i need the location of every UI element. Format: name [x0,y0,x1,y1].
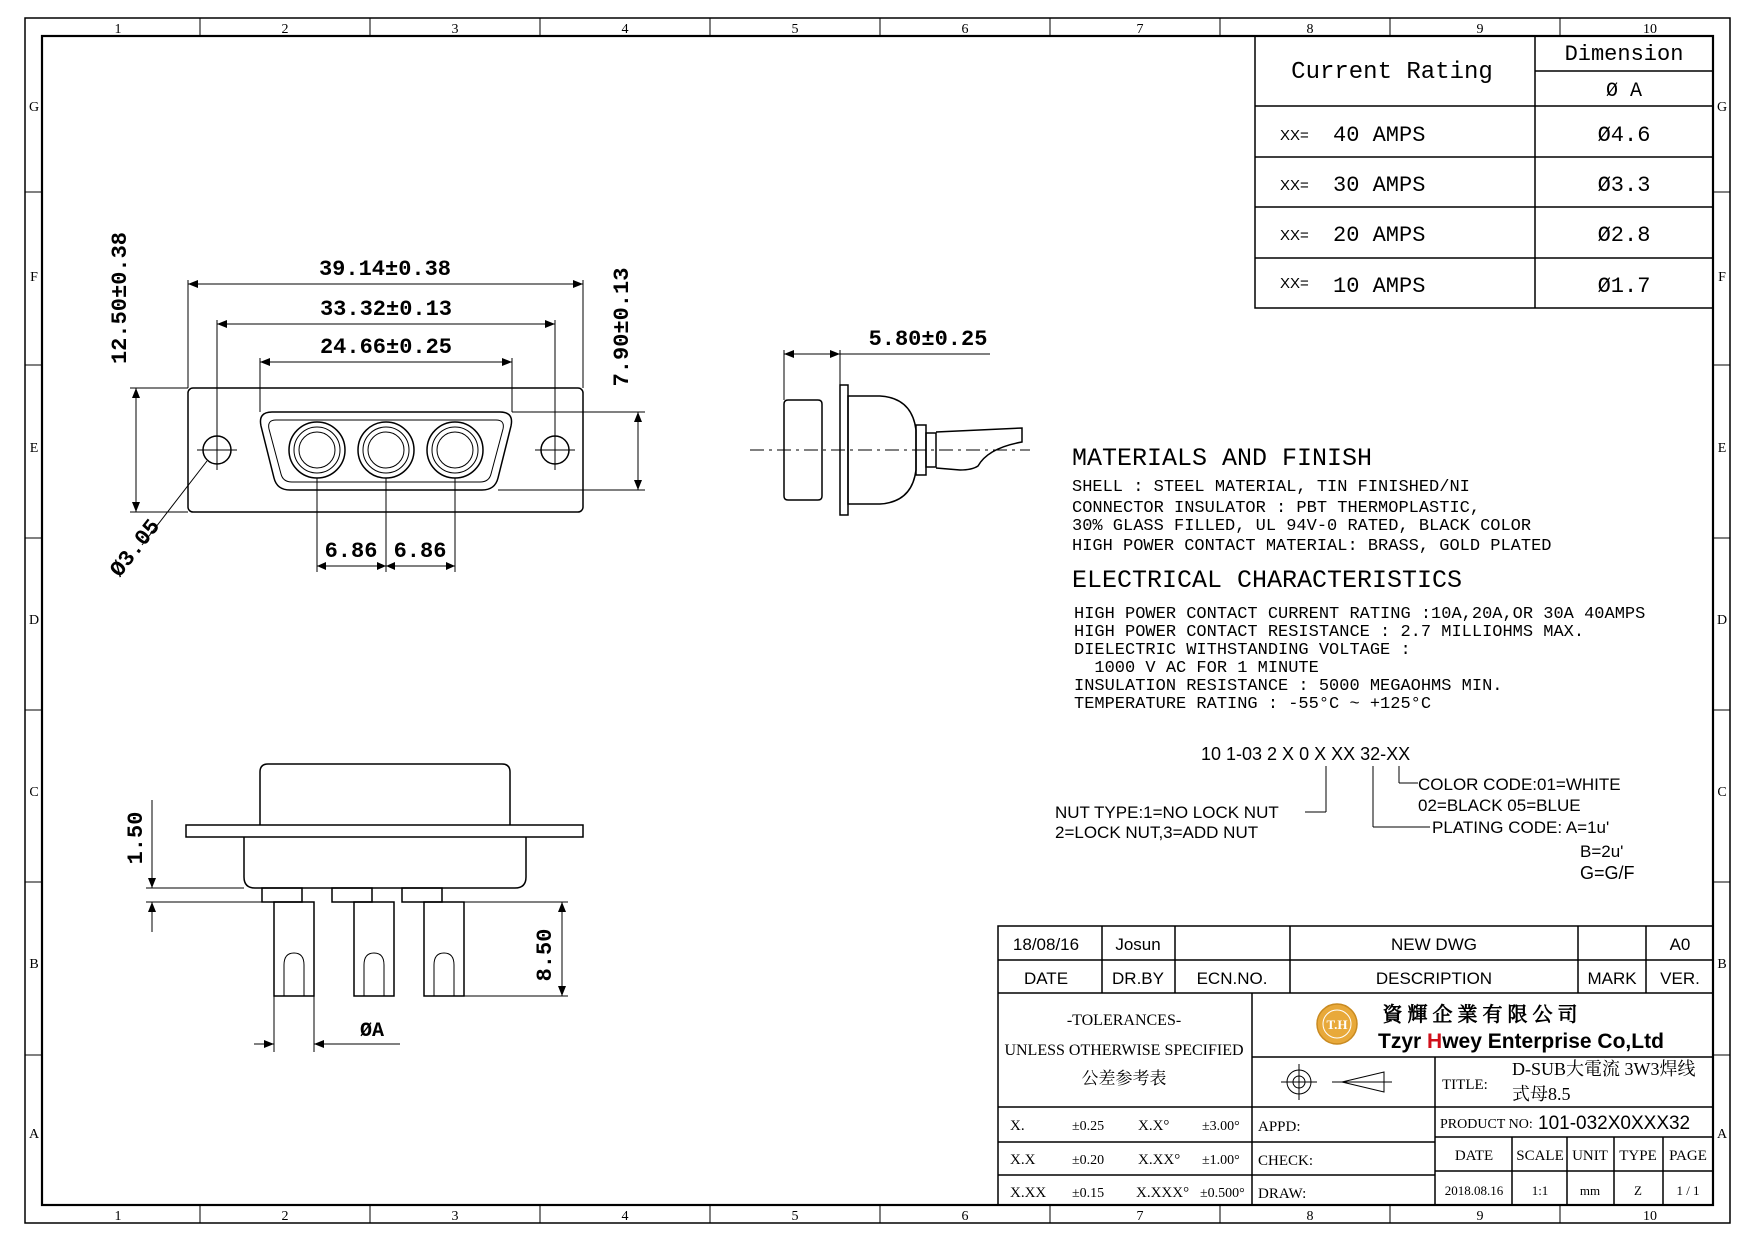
check-label: CHECK: [1258,1153,1314,1169]
col-label: 3 [451,22,459,37]
hdr-version: VER. [1660,969,1700,988]
electrical-line: HIGH POWER CONTACT CURRENT RATING :10A,20A,OR 30A 40AMPS [1074,605,1646,624]
rev-description: NEW DWG [1391,935,1477,954]
draw-label: DRAW: [1258,1186,1307,1202]
pin-1 [274,902,314,996]
electrical-characteristics [1072,566,1645,714]
materials-line: 30% GLASS FILLED, UL 94V-0 RATED, BLACK COLOR [1072,517,1532,536]
col-label: 2 [281,22,289,37]
dim-flange-thickness: 1.50 [124,811,149,865]
rating-amps: 30 AMPS [1333,173,1426,198]
nut-type-line: 2=LOCK NUT,3=ADD NUT [1055,823,1259,842]
electrical-heading: ELECTRICAL CHARACTERISTICS [1072,566,1463,595]
drawing-page: 1 / 1 [1676,1183,1700,1198]
part-number-code [1055,744,1635,883]
contact-2 [358,422,414,478]
row-label: E [1717,441,1727,456]
hdr-ecn: ECN.NO. [1196,969,1268,988]
hdr-drawn-by: DR.BY [1112,969,1164,988]
row-label: F [1718,270,1726,285]
tol-value: ±3.00° [1202,1119,1240,1134]
electrical-line: INSULATION RESISTANCE : 5000 MEGAOHMS MIN. [1074,677,1503,696]
hdr2-scale: SCALE [1516,1148,1564,1164]
tol-value: ±0.500° [1200,1186,1245,1201]
plating-code-line: PLATING CODE: A=1u' [1432,818,1610,837]
rating-prefix: XX= [1280,275,1309,292]
row-label: B [29,957,39,972]
col-label: 7 [1136,1209,1144,1224]
materials-line: SHELL : STEEL MATERIAL, TIN FINISHED/NI [1072,478,1470,497]
dim-pitch: 6.86 [324,539,378,564]
current-rating-header: Current Rating [1291,59,1493,86]
dim-side-depth: 5.80±0.25 [868,327,988,352]
title-line: 式母8.5 [1512,1084,1571,1104]
rating-diameter: Ø2.8 [1597,223,1651,248]
col-label: 9 [1476,22,1484,37]
tol-value: ±1.00° [1202,1153,1240,1168]
col-label: 1 [114,22,122,37]
dim-hole-diameter: Ø3.05 [105,514,166,583]
hdr2-page: PAGE [1669,1148,1707,1164]
row-label: A [28,1127,40,1142]
col-label: 10 [1643,22,1657,37]
tol-format: X.XX° [1138,1152,1181,1168]
col-label: 9 [1476,1209,1484,1224]
rating-diameter: Ø3.3 [1597,173,1651,198]
rating-diameter: Ø1.7 [1597,274,1651,299]
electrical-line: TEMPERATURE RATING : -55°C ~ +125°C [1074,695,1432,714]
materials-heading: MATERIALS AND FINISH [1072,444,1373,473]
hdr2-unit: UNIT [1572,1148,1608,1164]
plating-code-line: G=G/F [1580,863,1635,883]
dim-shell-height: 7.90±0.13 [610,267,635,387]
row-label: E [29,441,39,456]
tolerance-heading: -TOLERANCES- [1066,1012,1182,1029]
tol-format: X.XXX° [1136,1185,1190,1201]
dim-pin-length: 8.50 [533,928,558,982]
electrical-line: DIELECTRIC WITHSTANDING VOLTAGE : [1074,641,1411,660]
pin-2 [354,902,394,996]
row-label: G [28,100,40,115]
contact-3 [427,422,483,478]
col-label: 6 [961,22,969,37]
drawing-unit: mm [1579,1183,1601,1198]
col-label: 4 [621,22,629,37]
row-label: F [30,270,38,285]
rating-amps: 20 AMPS [1333,223,1426,248]
current-rating-table [1255,36,1713,308]
dim-pin-diameter: ØA [359,1020,385,1043]
tolerance-chinese: 公差参考表 [1081,1069,1167,1088]
title-label: TITLE: [1442,1077,1488,1093]
electrical-line: 1000 V AC FOR 1 MINUTE [1074,659,1319,678]
approved-label: APPD: [1258,1119,1301,1135]
product-no-label: PRODUCT NO: [1440,1117,1533,1132]
tol-value: ±0.25 [1072,1119,1105,1134]
tolerance-subheading: UNLESS OTHERWISE SPECIFIED [1004,1042,1244,1059]
dim-shell-width: 24.66±0.25 [319,335,453,360]
rev-drawn-by: Josun [1115,935,1161,954]
rating-prefix: XX= [1280,177,1309,194]
row-label: D [28,613,40,628]
rev-date: 18/08/16 [1012,935,1080,954]
title-block [998,926,1713,1205]
dim-flange-height: 12.50±0.38 [108,231,133,365]
part-code: 10 1-03 2 X 0 X XX 32-XX [1201,744,1411,764]
rating-prefix: XX= [1280,127,1309,144]
rating-amps: 10 AMPS [1333,274,1426,299]
materials-line: HIGH POWER CONTACT MATERIAL: BRASS, GOLD PLATED [1072,537,1552,556]
tol-format: X.X [1010,1152,1036,1168]
col-label: 3 [451,1209,459,1224]
col-label: 8 [1306,22,1314,37]
company-logo [1317,1004,1357,1044]
rating-diameter: Ø4.6 [1597,123,1651,148]
materials-line: CONNECTOR INSULATOR : PBT THERMOPLASTIC, [1072,499,1481,518]
color-code-line: 02=BLACK 05=BLUE [1418,796,1581,815]
pin-3 [424,902,464,996]
row-label: C [29,785,39,800]
dim-hole-spacing: 33.32±0.13 [319,297,453,322]
row-label: C [1717,785,1727,800]
dimension-subheader: Ø A [1605,80,1643,103]
row-label: B [1717,957,1727,972]
company-name-english: Tzyr Hwey Enterprise Co,Ltd [1378,1030,1664,1053]
color-code-line: COLOR CODE:01=WHITE [1418,775,1621,794]
side-view [750,327,1030,515]
rating-prefix: XX= [1280,227,1309,244]
tol-format: X. [1010,1118,1025,1134]
logo-mark: T.H [1326,1017,1348,1032]
rating-amps: 40 AMPS [1333,123,1426,148]
bottom-view [124,764,583,1052]
dim-overall-width: 39.14±0.38 [318,257,452,282]
hdr-date: DATE [1023,969,1069,988]
hdr-mark: MARK [1587,969,1637,988]
col-label: 4 [621,1209,629,1224]
col-label: 5 [791,22,799,37]
materials-and-finish [1072,444,1551,556]
col-label: 7 [1136,22,1144,37]
title-line: D-SUB大電流 3W3焊线 [1512,1059,1696,1079]
plating-code-line: B=2u' [1580,842,1624,861]
col-label: 5 [791,1209,799,1224]
rev-version: A0 [1669,935,1691,954]
col-label: 2 [281,1209,289,1224]
product-no: 101-032X0XXX32 [1538,1113,1691,1134]
tol-value: ±0.15 [1072,1186,1105,1201]
hdr2-date: DATE [1454,1148,1494,1164]
front-view [105,232,645,582]
row-label: A [1716,1127,1728,1142]
electrical-line: HIGH POWER CONTACT RESISTANCE : 2.7 MILLIOHMS MAX. [1074,623,1585,642]
row-label: D [1716,613,1728,628]
third-angle-projection-icon [1281,1064,1392,1100]
row-label: G [1716,100,1728,115]
nut-type-line: NUT TYPE:1=NO LOCK NUT [1055,803,1279,822]
company-name-chinese: 資 輝 企 業 有 限 公 司 [1382,1004,1578,1026]
drawing-type: Z [1634,1183,1642,1198]
tol-value: ±0.20 [1072,1153,1105,1168]
drawing-date: 2018.08.16 [1444,1183,1504,1198]
col-label: 6 [961,1209,969,1224]
contact-1 [289,422,345,478]
tol-format: X.X° [1138,1118,1170,1134]
hdr2-type: TYPE [1619,1148,1657,1164]
col-label: 10 [1643,1209,1657,1224]
col-label: 8 [1306,1209,1314,1224]
hdr-description: DESCRIPTION [1375,969,1493,988]
dimension-header: Dimension [1564,42,1684,67]
col-label: 1 [114,1209,122,1224]
tol-format: X.XX [1010,1185,1047,1201]
dim-pitch: 6.86 [393,539,447,564]
drawing-scale: 1:1 [1531,1183,1549,1198]
